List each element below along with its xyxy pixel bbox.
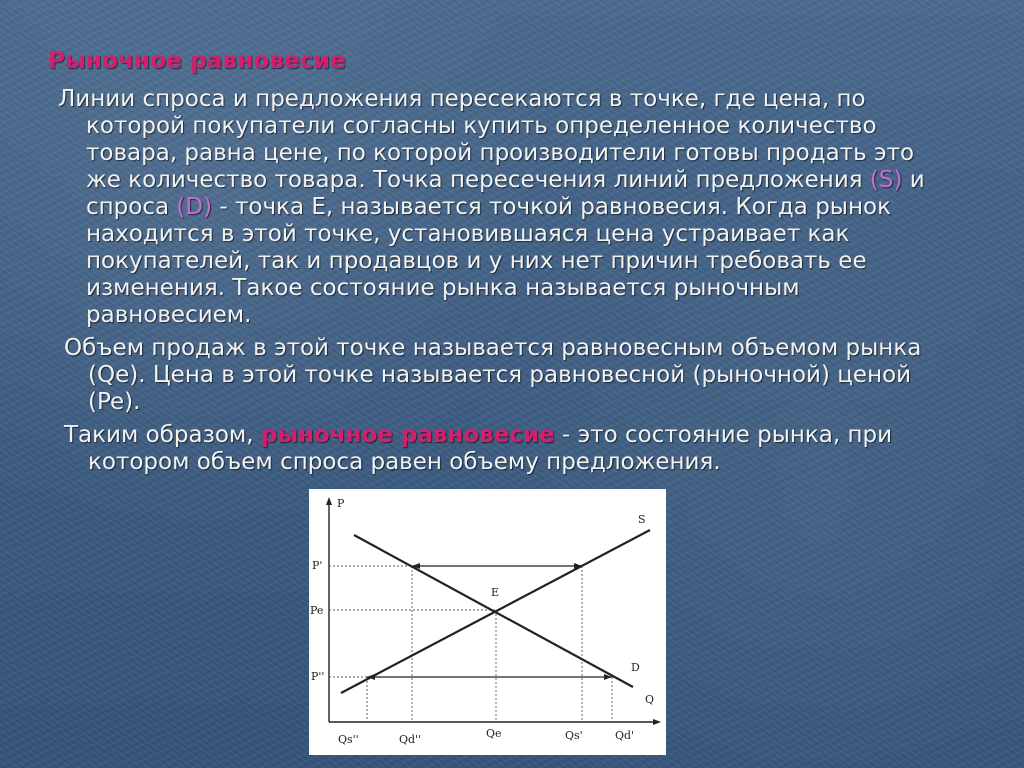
paragraph1-part1: Линии спроса и предложения пересекаются в точке, где цена, по которой покупатели согласны купить определенное количество товара, равна цене, по которой производители готовы продать это же количество товара. Точка пересечения линий предложения — [58, 86, 915, 193]
equilibrium-point-label: E — [491, 586, 500, 599]
slide-title: Рыночное равновесие — [48, 48, 346, 74]
market-equilibrium-term: рыночное равновесие — [260, 422, 555, 448]
y-axis-arrow-icon — [326, 497, 332, 505]
x-axis-arrow-icon — [653, 719, 661, 725]
paragraph-equilibrium-volume: Объем продаж в этой точке называется равновесным объемом рынка (Qe). Цена в этой точке называется равновесной (рыночной) ценой (Pe). — [64, 335, 922, 415]
paragraph-equilibrium-definition — [50, 86, 950, 329]
quantity-label-qs-lower: Qs'' — [338, 733, 359, 746]
supply-demand-svg — [309, 489, 666, 755]
guide-lines — [329, 566, 612, 722]
price-label-equilibrium: Pe — [310, 604, 324, 617]
paragraph-conclusion — [50, 422, 950, 476]
quantity-label-qd-upper: Qd' — [615, 729, 635, 742]
axis-x-label: Q — [645, 693, 655, 706]
demand-label: D — [631, 661, 640, 674]
quantity-label-qd-lower: Qd'' — [399, 733, 422, 746]
supply-letter: (S) — [869, 167, 903, 193]
paragraph3-part2: - это состояние рынка, при котором объем спроса равен объему предложения. — [88, 422, 893, 475]
paragraph3-part1: Таким образом, — [64, 422, 261, 448]
paragraph1-part3: - точка Е, называется точкой равновесия. Когда рынок находится в этой точке, установившаяся цена устраивает как покупателей, так и продавцов и у них нет причин требовать ее изменения. Такое состояние рынка называется рыночным равновесием. — [86, 194, 891, 328]
paragraph1-part2: и спроса — [86, 167, 925, 220]
supply-label: S — [638, 513, 646, 526]
quantity-label-qe: Qe — [486, 727, 502, 740]
quantity-label-qs-upper: Qs' — [565, 729, 583, 742]
price-label-lower: P'' — [311, 670, 325, 683]
slide-body — [50, 86, 950, 482]
demand-letter: (D) — [176, 194, 213, 220]
price-label-upper: P' — [312, 559, 323, 572]
axis-y-label: P — [337, 497, 345, 510]
supply-demand-diagram — [309, 489, 666, 755]
